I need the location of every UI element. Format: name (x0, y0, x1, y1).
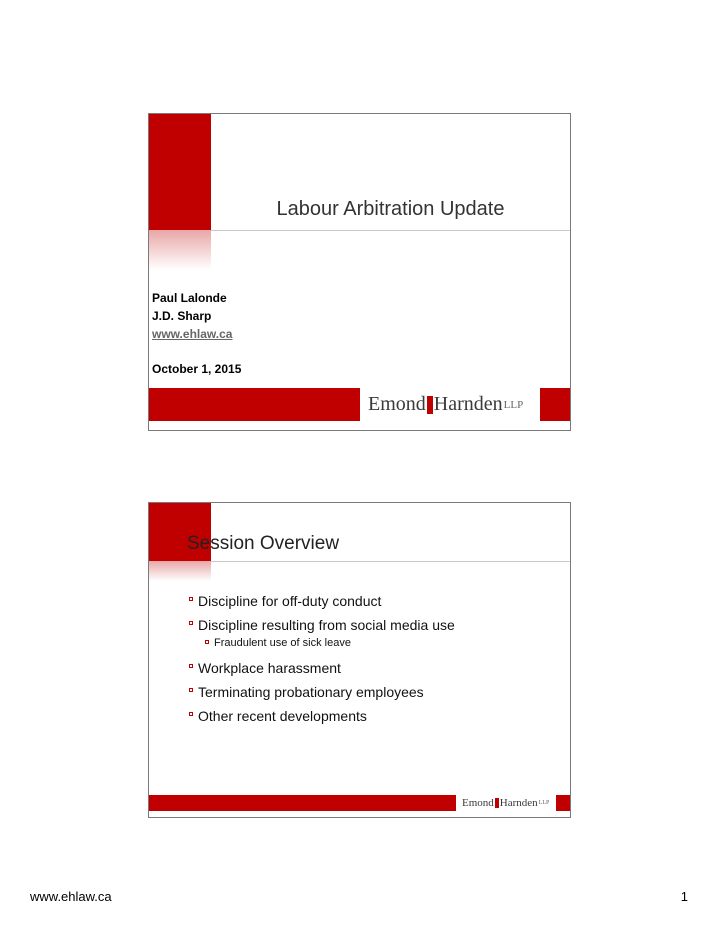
divider (211, 230, 570, 231)
author-name: Paul Lalonde (152, 291, 227, 305)
bullet-list (189, 589, 455, 728)
bullet-square-icon (205, 640, 209, 644)
bullet-square-icon (189, 597, 193, 601)
divider (211, 561, 570, 562)
bullet-item: Workplace harassment (189, 656, 455, 680)
footer-url: www.ehlaw.ca (30, 889, 112, 904)
slide-2 (148, 502, 571, 818)
logo-mark-icon (495, 798, 499, 808)
slide-title: Labour Arbitration Update (276, 198, 505, 220)
bullet-item: Terminating probationary employees (189, 680, 455, 704)
slide-title: Session Overview (187, 533, 340, 554)
logo-suffix: LLP (538, 800, 550, 806)
accent-fade (149, 561, 211, 581)
slide-1 (148, 113, 571, 431)
bullet-square-icon (189, 621, 193, 625)
logo-text-right: Harnden (499, 797, 538, 809)
emond-harnden-logo (360, 386, 540, 423)
accent-fade (149, 230, 211, 270)
accent-block (149, 114, 211, 230)
bullet-square-icon (189, 664, 193, 668)
presentation-date: October 1, 2015 (152, 362, 242, 376)
website-link[interactable]: www.ehlaw.ca (152, 327, 233, 341)
logo-text-left: Emond (368, 393, 426, 415)
bullet-square-icon (189, 688, 193, 692)
author-name: J.D. Sharp (152, 309, 212, 323)
bullet-item: Discipline resulting from social media use (189, 613, 455, 637)
slide-page-number: 2 (552, 799, 556, 806)
author-block (152, 289, 241, 378)
bullet-square-icon (189, 712, 193, 716)
logo-mark-icon (427, 396, 433, 414)
logo-suffix: LLP (503, 398, 524, 411)
sub-bullet-item: Fraudulent use of sick leave (205, 634, 455, 652)
logo-text-left: Emond (462, 797, 494, 809)
footer-page-number: 1 (680, 889, 688, 904)
logo-text-right: Harnden (433, 393, 503, 415)
emond-harnden-logo (456, 793, 556, 813)
bullet-item: Discipline for off-duty conduct (189, 589, 455, 613)
bullet-item: Other recent developments (189, 704, 455, 728)
